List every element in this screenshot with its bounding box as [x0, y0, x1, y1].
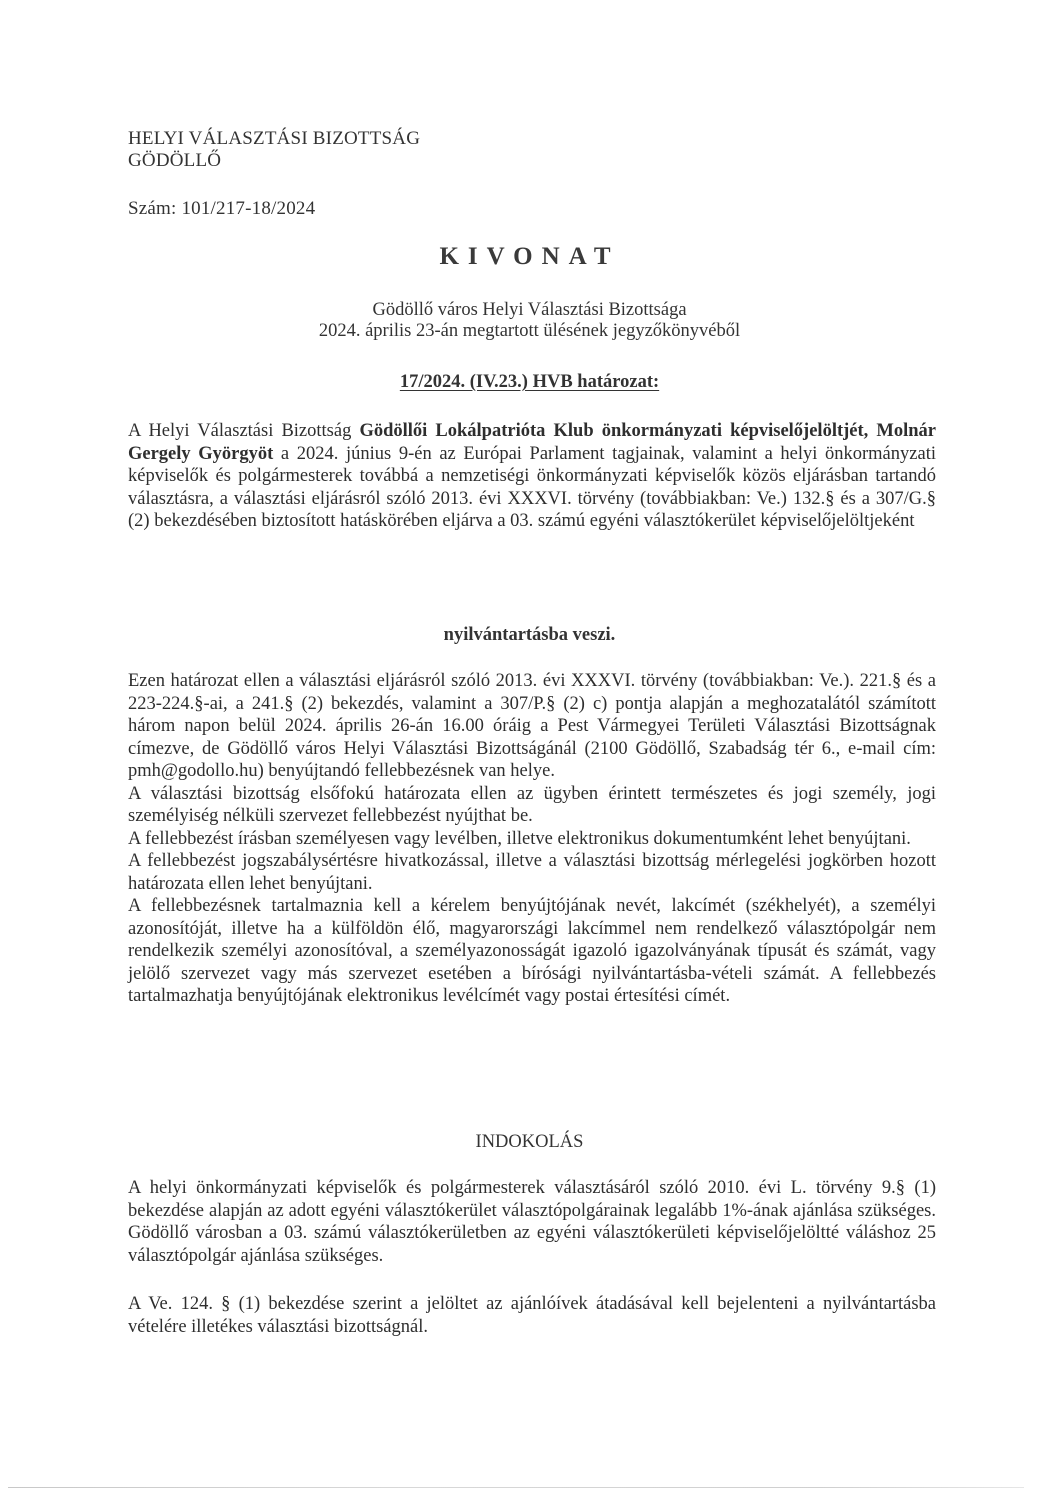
- reasoning-paragraph-1: [128, 1177, 936, 1267]
- candidate-name: Gödöllői Lokálpatrióta Klub önkormányzati képviselőjelöltjét, Molnár Gergely Györgyöt: [128, 421, 936, 464]
- issuing-body: [128, 128, 420, 172]
- decision-verdict: [0, 625, 1059, 646]
- subtitle-line-2: 2024. április 23-án megtartott ülésének jegyzőkönyvéből: [318, 321, 741, 341]
- page-bottom-rule: [8, 1487, 1024, 1488]
- decision-body: a 2024. június 9-én az Európai Parlament tagjainak, valamint a helyi önkormányzati képviselők és polgármesterek továbbá a nemzetiségi önkormányzati képviselők közös eljárásban tartandó választásra, a választási eljárásról szóló 2013. évi XXXVI. törvény (továbbiakban: Ve.) 132.§ és a 307/G.§ (2) bekezdésében biztosított hatáskörében eljárva a 03. számú egyéni választókerület képviselőjelöltjeként: [128, 443, 936, 531]
- appeal-paragraph-3: A fellebbezést írásban személyesen vagy levélben, illetve elektronikus dokumentumként lehet benyújtani.: [128, 828, 911, 849]
- appeal-paragraph-2: A választási bizottság elsőfokú határozata ellen az ügyben érintett természetes és jogi személy, jogi személyiség nélküli szervezet fellebbezést nyújthat be.: [128, 783, 936, 826]
- issuing-body-name: HELYI VÁLASZTÁSI BIZOTTSÁG: [128, 128, 421, 149]
- decision-intro: A Helyi Választási Bizottság: [128, 421, 360, 441]
- subtitle-line-1: Gödöllő város Helyi Választási Bizottsága: [372, 300, 687, 320]
- reasoning-text-1: A helyi önkormányzati képviselők és polgármesterek választásáról szóló 2010. évi L. törvény 9.§ (1) bekezdése alapján az adott egyéni választókerület választópolgárainak legalább 1%-ának ajánlása szükséges. Gödöllő városban a 03. számú választókerületben az egyéni választókerületi képviselőjelöltté váláshoz 25 választópolgár ajánlása szükséges.: [128, 1178, 936, 1266]
- document-subtitle: [0, 300, 1059, 342]
- issuing-body-city: GÖDÖLLŐ: [128, 150, 222, 171]
- reasoning-heading: INDOKOLÁS: [475, 1132, 584, 1152]
- appeal-paragraph-1: Ezen határozat ellen a választási eljárásról szóló 2013. évi XXXVI. törvény (továbbiakban: Ve.). 221.§ és a 223-224.§-ai, a 241.§ (2) bekezdés, valamint a 307/P.§ (2) c) pontja alapján a meghozatalától számított három napon belül 2024. április 26-án 16.00 óráig a Pest Vármegyei Területi Választási Bizottságnak címezve, de Gödöllő város Helyi Választási Bizottságánál (2100 Gödöllő, Szabadság tér 6., e-mail cím: pmh@godollo.hu) benyújtandó fellebbezésnek van helye.: [128, 671, 936, 781]
- appeal-paragraph-5: A fellebbezésnek tartalmaznia kell a kérelem benyújtójának nevét, lakcímét (székhelyét), a személyi azonosítóját, illetve ha a külföldön élő, magyarországi lakcímmel nem rendelkező választópolgár nem rendelkezik személyi azonosítóval, a személyazonosságát igazoló igazolványának típusát és számát, vagy jelölő szervezet vagy más szervezet esetében a bírósági nyilvántartásba-vételi számát. A fellebbezés tartalmazhatja benyújtójának elektronikus levélcímét vagy postai értesítési címét.: [128, 896, 936, 1006]
- reasoning-text-2: A Ve. 124. § (1) bekezdése szerint a jelöltet az ajánlóívek átadásával kell bejelenteni a nyilvántartásba vételére illetékes választási bizottságnál.: [128, 1294, 936, 1337]
- decision-paragraph: [128, 420, 936, 533]
- document-title: KIVONAT: [439, 243, 620, 270]
- decision-id: 17/2024. (IV.23.) HVB határozat:: [399, 372, 660, 392]
- reference-number: Szám: 101/217-18/2024: [128, 198, 316, 219]
- reasoning-paragraph-2: [128, 1293, 936, 1338]
- decision-heading: [0, 372, 1059, 393]
- verdict-text: nyilvántartásba veszi.: [443, 625, 616, 645]
- appeal-paragraph-4: A fellebbezést jogszabálysértésre hivatkozással, illetve a választási bizottság mérlegelési jogkörben hozott határozata ellen lehet benyújtani.: [128, 851, 936, 894]
- appeal-section: [128, 670, 936, 1008]
